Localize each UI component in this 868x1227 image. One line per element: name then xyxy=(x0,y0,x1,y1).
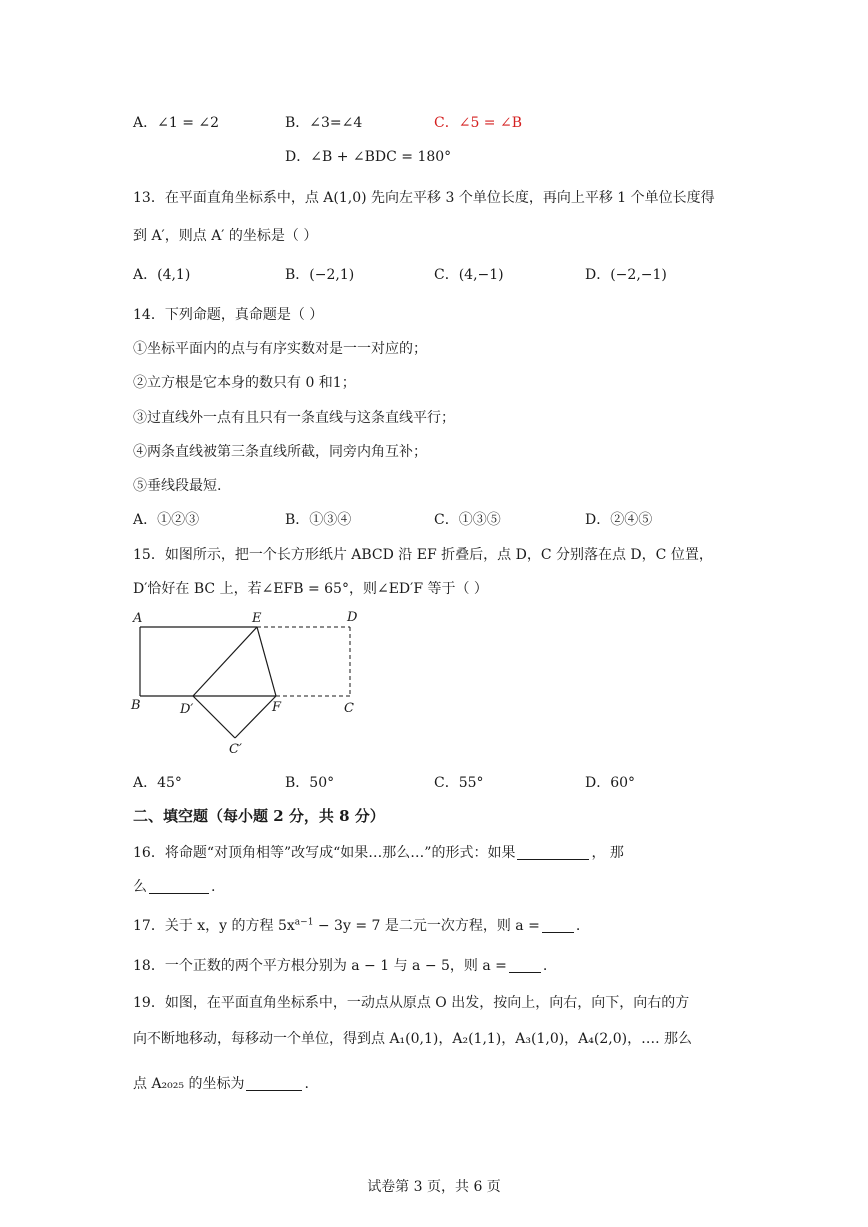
q19-line1: 19．如图，在平面直角坐标系中，一动点从原点 O 出发，按向上，向右，向下，向右的方 xyxy=(133,995,690,1011)
q15-option-b: B．50° xyxy=(285,775,335,791)
q16-line2 xyxy=(133,879,215,894)
q14-item-4: ④两条直线被第三条直线所截，同旁内角互补； xyxy=(133,444,427,460)
q18-blank[interactable] xyxy=(509,958,541,973)
q13-option-a: A．(4,1) xyxy=(133,267,191,283)
edge-d-prime-c-prime xyxy=(193,696,235,738)
q14-item-5: ⑤垂线段最短. xyxy=(133,478,222,494)
q17-blank[interactable] xyxy=(542,918,574,933)
q16-line1-text: 16．将命题“对顶角相等”改写成“如果…那么…”的形式：如果 xyxy=(133,845,516,861)
edge-ef xyxy=(257,627,276,696)
q15-option-d: D．60° xyxy=(585,775,636,791)
q14-option-c: C．①③⑤ xyxy=(434,512,501,528)
q19-line3 xyxy=(133,1076,309,1091)
q19-line3-text: 点 A₂₀₂₅ 的坐标为 xyxy=(133,1076,245,1092)
q15-stem-line1: 15．如图所示，把一个长方形纸片 ABCD 沿 EF 折叠后，点 D，C 分别落在点 D，C 位置， xyxy=(133,547,713,563)
q12-option-a: A．∠1 = ∠2 xyxy=(133,115,220,131)
q13-option-d: D．(−2,−1) xyxy=(585,267,667,283)
q14-option-a: A．①②③ xyxy=(133,512,200,528)
label-c-prime: C′ xyxy=(229,742,242,757)
q15-stem-line2: D′恰好在 BC 上，若∠EFB = 65°，则∠ED′F 等于（ ） xyxy=(133,581,488,597)
q15-option-a: A．45° xyxy=(133,775,182,791)
q14-item-1: ①坐标平面内的点与有序实数对是一一对应的； xyxy=(133,341,427,357)
q16-blank-1[interactable] xyxy=(517,845,589,860)
q12-option-b: B．∠3=∠4 xyxy=(285,115,363,131)
label-d: D xyxy=(347,610,358,625)
q14-stem: 14．下列命题，真命题是（ ） xyxy=(133,307,324,323)
q18-text: 18．一个正数的两个平方根分别为 a − 1 与 a − 5，则 a = xyxy=(133,958,507,974)
q14-option-d: D．②④⑤ xyxy=(585,512,653,528)
q17-text-a: 17．关于 x，y 的方程 5x xyxy=(133,918,295,934)
label-e: E xyxy=(252,611,262,626)
page-footer: 试卷第 3 页，共 6 页 xyxy=(367,1179,501,1195)
edge-c-prime-f xyxy=(235,696,276,738)
q12-option-c: C．∠5 = ∠B xyxy=(434,115,522,131)
q14-item-3: ③过直线外一点有且只有一条直线与这条直线平行； xyxy=(133,410,455,426)
q14-item-2: ②立方根是它本身的数只有 0 和1； xyxy=(133,375,356,391)
label-c: C xyxy=(344,701,354,716)
q15-option-c: C．55° xyxy=(434,775,484,791)
q18-line xyxy=(133,958,547,973)
q13-stem-line1: 13．在平面直角坐标系中，点 A(1,0) 先向左平移 3 个单位长度，再向上平移 1 个单位长度得 xyxy=(133,190,715,206)
q16-blank-2[interactable] xyxy=(149,879,209,894)
q17-text-b: − 3y = 7 是二元一次方程，则 a = xyxy=(313,918,540,934)
section-title: 二、填空题（每小题 2 分，共 8 分） xyxy=(133,807,385,825)
q17-exponent: a−1 xyxy=(294,917,314,928)
q16-line2-tail: . xyxy=(211,879,216,895)
q13-option-b: B．(−2,1) xyxy=(285,267,355,283)
q19-line3-end: . xyxy=(304,1076,309,1092)
q15-figure xyxy=(125,605,375,765)
q19-line2: 向不断地移动，每移动一个单位，得到点 A₁(0,1)，A₂(1,1)，A₃(1,0)，A₄(2,0)，…. 那么 xyxy=(133,1031,692,1047)
label-f: F xyxy=(272,700,282,715)
q14-option-b: B．①③④ xyxy=(285,512,352,528)
q13-option-c: C．(4,−1) xyxy=(434,267,504,283)
q16-line1 xyxy=(133,845,624,860)
q16-line1-tail: ， 那 xyxy=(591,845,624,861)
q19-blank[interactable] xyxy=(246,1076,302,1091)
q18-end: . xyxy=(542,958,548,974)
q16-line2-text: 么 xyxy=(133,879,147,895)
q13-stem-line2: 到 A′，则点 A′ 的坐标是（ ） xyxy=(133,228,318,244)
q12-option-d: D．∠B + ∠BDC = 180° xyxy=(285,149,452,165)
label-a: A xyxy=(133,611,143,626)
label-d-prime: D′ xyxy=(180,702,194,717)
q17-line xyxy=(133,918,580,933)
label-b: B xyxy=(131,698,141,713)
q17-end: . xyxy=(575,918,581,934)
edge-ed-prime xyxy=(193,627,257,696)
